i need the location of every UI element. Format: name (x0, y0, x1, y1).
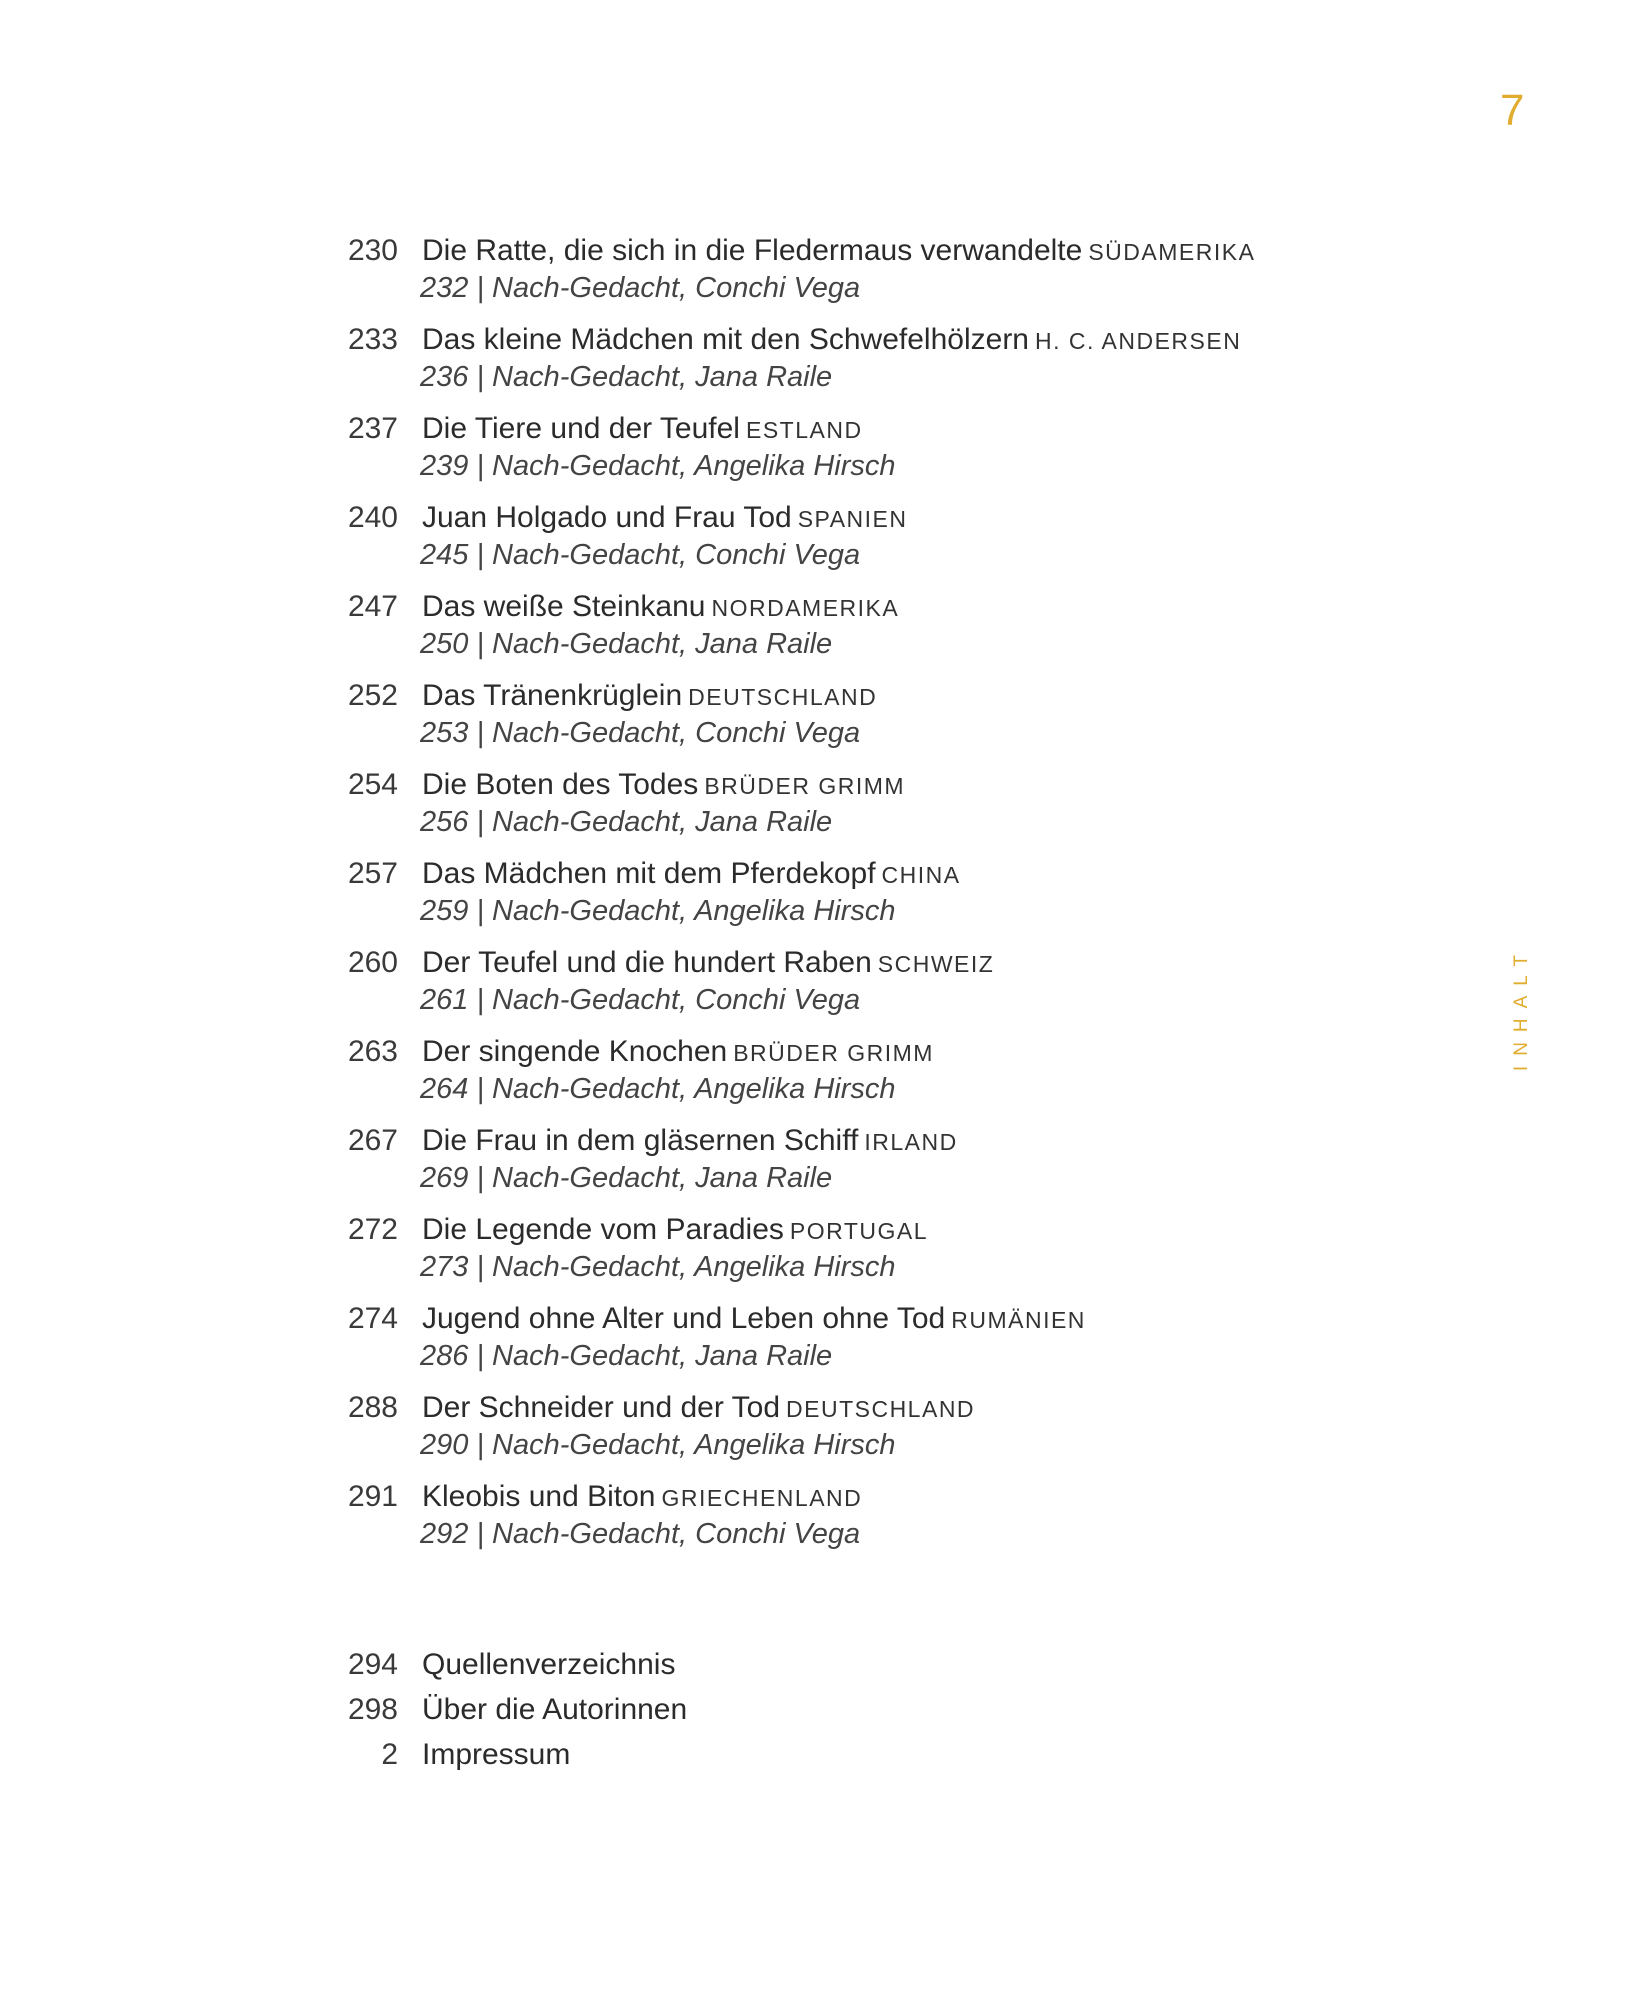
toc-entry (330, 410, 1430, 499)
toc-entry (330, 1033, 1430, 1122)
toc-entry-origin: SÜDAMERIKA (1088, 239, 1256, 265)
toc-entry-sub-page-number: 264 (420, 1073, 469, 1105)
toc-entry (330, 855, 1430, 944)
toc-entry-separator: | (468, 450, 493, 482)
back-matter-title: Impressum (422, 1738, 571, 1771)
toc-entry-title: Das Mädchen mit dem Pferdekopf (422, 857, 876, 890)
toc-entry-sub-page-number: 236 (420, 361, 469, 393)
toc-entry-subline (420, 804, 832, 840)
toc-entry-title: Der Teufel und die hundert Raben (422, 946, 872, 979)
toc-entry-sub-page-number: 253 (420, 717, 469, 749)
toc-entry-title: Die Boten des Todes (422, 768, 699, 801)
toc-entry (330, 321, 1430, 410)
toc-entry-page-number: 230 (347, 234, 398, 267)
toc-entry-title: Kleobis und Biton (422, 1480, 656, 1513)
toc-entry-subline (420, 359, 832, 395)
toc-entry-title: Das weiße Steinkanu (422, 590, 706, 623)
toc-entry-subline (420, 1338, 832, 1374)
toc-entry-sub-page-number: 256 (420, 806, 469, 838)
toc-entry-separator: | (468, 717, 493, 749)
page-number: 7 (1500, 86, 1525, 135)
toc-entry-sub-page-number: 250 (420, 628, 469, 660)
toc-entry-origin: DEUTSCHLAND (688, 684, 878, 710)
toc-entry-page-number: 233 (347, 323, 398, 356)
toc-entry-sub-text: Nach-Gedacht, Angelika Hirsch (492, 1429, 896, 1461)
toc-entry-title-line (422, 1122, 958, 1161)
back-matter-entry (330, 1736, 1130, 1781)
toc-entry-sub-page-number: 245 (420, 539, 469, 571)
toc-entry-title: Der singende Knochen (422, 1035, 728, 1068)
toc-entry-title-line (422, 944, 994, 983)
toc-entry-title-line (422, 321, 1241, 360)
toc-entry-page-number: 240 (347, 501, 398, 534)
toc-entry-title-line (422, 1478, 862, 1517)
toc-entry-subline (420, 270, 860, 306)
toc-entry (330, 944, 1430, 1033)
toc-entry-subline (420, 1160, 832, 1196)
toc-entry-subline (420, 1071, 896, 1107)
toc-entry-origin: RUMÄNIEN (951, 1307, 1086, 1333)
toc-entry-origin: SCHWEIZ (877, 951, 995, 977)
toc-entry-sub-text: Nach-Gedacht, Conchi Vega (492, 539, 861, 571)
toc-entry (330, 1122, 1430, 1211)
toc-entry-subline (420, 715, 860, 751)
toc-entry-page-number: 247 (347, 590, 398, 623)
toc-entry-sub-text: Nach-Gedacht, Angelika Hirsch (492, 895, 896, 927)
toc-entry-separator: | (468, 1162, 493, 1194)
toc-entry-origin: NORDAMERIKA (711, 595, 900, 621)
back-matter-entry (330, 1691, 1130, 1736)
toc-entry-title: Das kleine Mädchen mit den Schwefelhölzern (422, 323, 1029, 356)
back-matter-page-number: 294 (347, 1648, 398, 1681)
toc-entry-origin: PORTUGAL (789, 1218, 928, 1244)
toc-entry-title-line (422, 588, 899, 627)
toc-entry-title: Die Ratte, die sich in die Fledermaus verwandelte (422, 234, 1083, 267)
toc-entry-title-line (422, 1300, 1086, 1339)
toc-entry-origin: ESTLAND (745, 417, 863, 443)
toc-entry-title-line (422, 1033, 934, 1072)
toc-entry-sub-page-number: 232 (420, 272, 469, 304)
toc-entry-separator: | (468, 1429, 493, 1461)
toc-entry-sub-text: Nach-Gedacht, Jana Raile (492, 1340, 833, 1372)
toc-entry (330, 1300, 1430, 1389)
toc-entry-origin: IRLAND (864, 1129, 958, 1155)
toc-entry-sub-text: Nach-Gedacht, Jana Raile (492, 806, 833, 838)
toc-entry-sub-text: Nach-Gedacht, Jana Raile (492, 1162, 833, 1194)
toc-entry-page-number: 272 (347, 1213, 398, 1246)
toc-entry-separator: | (468, 539, 493, 571)
toc-entry-subline (420, 893, 896, 929)
toc-entry-separator: | (468, 984, 493, 1016)
toc-entry-title-line (422, 410, 863, 449)
toc-entry-sub-page-number: 273 (420, 1251, 469, 1283)
toc-entry-title: Das Tränenkrüglein (422, 679, 683, 712)
toc-entry (330, 499, 1430, 588)
toc-entry (330, 1478, 1430, 1567)
toc-entry-separator: | (468, 895, 493, 927)
section-side-label: INHALT (1511, 944, 1532, 1072)
toc-entry-title: Die Legende vom Paradies (422, 1213, 784, 1246)
back-matter-page-number: 2 (381, 1738, 398, 1771)
back-matter-list (330, 1646, 1130, 1781)
toc-entry-page-number: 291 (347, 1480, 398, 1513)
toc-entry-subline (420, 1516, 860, 1552)
toc-entry-page-number: 267 (347, 1124, 398, 1157)
toc-entry-sub-text: Nach-Gedacht, Angelika Hirsch (492, 1251, 896, 1283)
toc-entry-title: Jugend ohne Alter und Leben ohne Tod (422, 1302, 946, 1335)
toc-entry-sub-page-number: 286 (420, 1340, 469, 1372)
toc-entry-sub-page-number: 261 (420, 984, 469, 1016)
toc-entry-origin: BRÜDER GRIMM (733, 1040, 934, 1066)
toc-entry-sub-text: Nach-Gedacht, Angelika Hirsch (492, 450, 896, 482)
toc-entry (330, 766, 1430, 855)
toc-entry-title-line (422, 677, 877, 716)
toc-entry-sub-page-number: 292 (420, 1518, 469, 1550)
toc-entry-subline (420, 1249, 896, 1285)
toc-entry-separator: | (468, 628, 493, 660)
toc-entry (330, 1389, 1430, 1478)
toc-entry-page-number: 237 (347, 412, 398, 445)
toc-entry-page-number: 274 (347, 1302, 398, 1335)
toc-entry (330, 588, 1430, 677)
toc-entry-title: Die Tiere und der Teufel (422, 412, 740, 445)
toc-entry (330, 232, 1430, 321)
toc-entry-separator: | (468, 1251, 493, 1283)
table-of-contents (330, 232, 1430, 1567)
toc-entry-sub-text: Nach-Gedacht, Conchi Vega (492, 1518, 861, 1550)
toc-entry-sub-text: Nach-Gedacht, Jana Raile (492, 628, 833, 660)
toc-entry-title: Die Frau in dem gläsernen Schiff (422, 1124, 859, 1157)
toc-entry-title-line (422, 499, 908, 538)
back-matter-entry (330, 1646, 1130, 1691)
toc-entry-sub-text: Nach-Gedacht, Angelika Hirsch (492, 1073, 896, 1105)
toc-entry-sub-page-number: 269 (420, 1162, 469, 1194)
toc-entry-title: Juan Holgado und Frau Tod (422, 501, 792, 534)
toc-entry-sub-text: Nach-Gedacht, Conchi Vega (492, 984, 861, 1016)
toc-entry-page-number: 254 (347, 768, 398, 801)
toc-entry-title-line (422, 766, 905, 805)
toc-entry-origin: BRÜDER GRIMM (704, 773, 906, 799)
toc-entry-origin: SPANIEN (797, 506, 908, 532)
toc-entry-subline (420, 982, 860, 1018)
toc-entry-title-line (422, 1389, 975, 1428)
toc-entry-page-number: 260 (347, 946, 398, 979)
toc-entry-separator: | (468, 1073, 493, 1105)
toc-entry-subline (420, 537, 860, 573)
toc-entry-sub-page-number: 239 (420, 450, 469, 482)
toc-entry-page-number: 263 (347, 1035, 398, 1068)
toc-entry-subline (420, 1427, 896, 1463)
toc-entry-origin: CHINA (881, 862, 961, 888)
toc-entry (330, 677, 1430, 766)
toc-entry-title: Der Schneider und der Tod (422, 1391, 781, 1424)
toc-entry-separator: | (468, 1340, 493, 1372)
toc-entry-sub-text: Nach-Gedacht, Jana Raile (492, 361, 833, 393)
back-matter-title: Über die Autorinnen (422, 1693, 688, 1726)
toc-entry-page-number: 252 (347, 679, 398, 712)
toc-entry-origin: GRIECHENLAND (661, 1485, 863, 1511)
toc-entry-sub-page-number: 290 (420, 1429, 469, 1461)
toc-entry-sub-text: Nach-Gedacht, Conchi Vega (492, 717, 861, 749)
toc-entry-separator: | (468, 361, 493, 393)
toc-entry-sub-text: Nach-Gedacht, Conchi Vega (492, 272, 861, 304)
toc-entry-subline (420, 626, 832, 662)
toc-entry-sub-page-number: 259 (420, 895, 469, 927)
toc-entry-separator: | (468, 272, 493, 304)
toc-entry-page-number: 288 (347, 1391, 398, 1424)
toc-entry-subline (420, 448, 896, 484)
toc-entry-separator: | (468, 1518, 493, 1550)
back-matter-page-number: 298 (347, 1693, 398, 1726)
toc-entry-origin: DEUTSCHLAND (786, 1396, 976, 1422)
toc-entry-separator: | (468, 806, 493, 838)
toc-entry-origin: H. C. ANDERSEN (1035, 328, 1242, 354)
back-matter-title: Quellenverzeichnis (422, 1648, 676, 1681)
toc-entry (330, 1211, 1430, 1300)
toc-entry-title-line (422, 1211, 928, 1250)
toc-entry-page-number: 257 (347, 857, 398, 890)
toc-entry-title-line (422, 232, 1255, 271)
toc-entry-title-line (422, 855, 961, 894)
